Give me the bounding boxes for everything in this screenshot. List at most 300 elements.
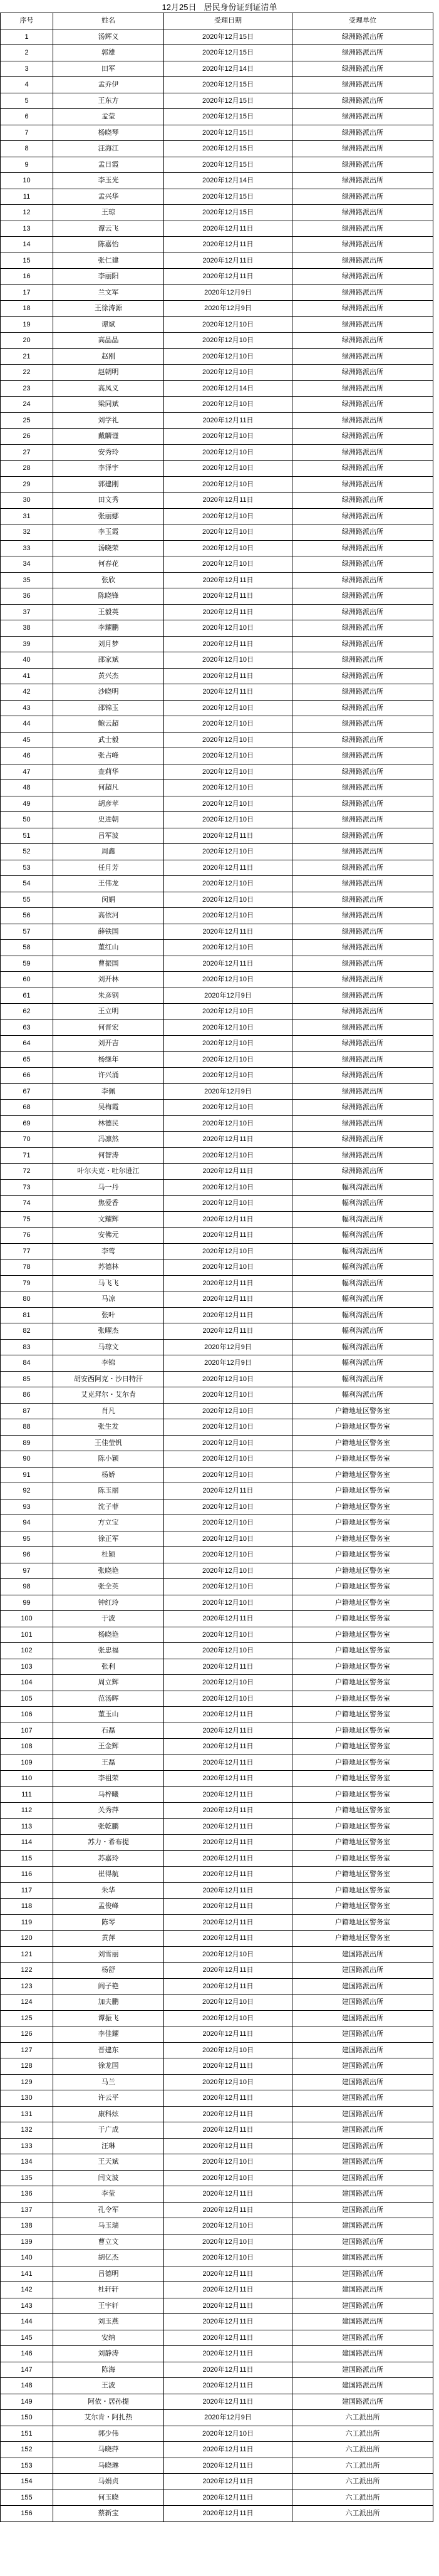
cell-date: 2020年12月9日 [164, 301, 292, 317]
cell-unit: 幅利沟派出所 [292, 1211, 433, 1228]
cell-name: 张占峰 [53, 748, 164, 764]
cell-date: 2020年12月10日 [164, 1946, 292, 1963]
cell-unit: 绿洲路派出所 [292, 333, 433, 349]
cell-number: 77 [1, 1243, 53, 1259]
table-row [1, 1515, 433, 1531]
cell-number: 65 [1, 1051, 53, 1068]
table-row [1, 2170, 433, 2186]
cell-number: 10 [1, 173, 53, 189]
cell-date: 2020年12月10日 [164, 540, 292, 556]
cell-unit: 户籍地址区警务室 [292, 1467, 433, 1483]
cell-number: 68 [1, 1100, 53, 1116]
cell-unit: 建国路派出所 [292, 2330, 433, 2346]
table-row [1, 125, 433, 141]
cell-date: 2020年12月11日 [164, 2026, 292, 2043]
table-row [1, 2506, 433, 2522]
table-row [1, 1739, 433, 1755]
cell-date: 2020年12月10日 [164, 1243, 292, 1259]
cell-number: 26 [1, 429, 53, 445]
cell-number: 155 [1, 2490, 53, 2506]
cell-unit: 绿洲路派出所 [292, 940, 433, 956]
cell-name: 黄兴杰 [53, 668, 164, 684]
cell-number: 141 [1, 2266, 53, 2282]
cell-unit: 户籍地址区警务室 [292, 1803, 433, 1819]
table-row [1, 1323, 433, 1340]
cell-date: 2020年12月11日 [164, 1483, 292, 1499]
cell-name: 苏德林 [53, 1259, 164, 1276]
table-body [1, 29, 433, 2521]
cell-number: 96 [1, 1547, 53, 1563]
cell-number: 102 [1, 1643, 53, 1659]
cell-name: 沈子菲 [53, 1499, 164, 1515]
cell-unit: 建国路派出所 [292, 1978, 433, 1995]
table-row [1, 1931, 433, 1947]
table-row [1, 1786, 433, 1803]
cell-unit: 建国路派出所 [292, 2186, 433, 2203]
cell-date: 2020年12月15日 [164, 189, 292, 205]
cell-name: 闵娟 [53, 892, 164, 908]
cell-number: 128 [1, 2058, 53, 2075]
cell-date: 2020年12月10日 [164, 365, 292, 381]
cell-name: 石磊 [53, 1723, 164, 1739]
header-date: 受理日期 [164, 13, 292, 29]
cell-name: 邵锦玉 [53, 700, 164, 716]
cell-unit: 户籍地址区警务室 [292, 1643, 433, 1659]
cell-date: 2020年12月11日 [164, 253, 292, 269]
table-row [1, 2410, 433, 2426]
cell-date: 2020年12月10日 [164, 1387, 292, 1404]
cell-date: 2020年12月11日 [164, 493, 292, 509]
cell-date: 2020年12月11日 [164, 860, 292, 876]
table-row [1, 2218, 433, 2234]
cell-name: 何春花 [53, 556, 164, 573]
table-row [1, 2266, 433, 2282]
table-row [1, 1850, 433, 1867]
cell-number: 86 [1, 1387, 53, 1404]
cell-number: 109 [1, 1755, 53, 1771]
table-row [1, 780, 433, 796]
title-text: 居民身份证到证清单 [204, 2, 277, 12]
cell-number: 114 [1, 1835, 53, 1851]
cell-unit: 绿洲路派出所 [292, 892, 433, 908]
table-row [1, 1243, 433, 1259]
cell-date: 2020年12月9日 [164, 1355, 292, 1372]
cell-date: 2020年12月10日 [164, 780, 292, 796]
cell-name: 黄萍 [53, 1931, 164, 1947]
cell-date: 2020年12月10日 [164, 1435, 292, 1451]
table-row [1, 333, 433, 349]
table-row [1, 2074, 433, 2090]
cell-unit: 绿洲路派出所 [292, 1019, 433, 1036]
cell-number: 119 [1, 1914, 53, 1931]
cell-name: 李莹 [53, 2186, 164, 2203]
cell-date: 2020年12月10日 [164, 940, 292, 956]
table-row [1, 1355, 433, 1372]
cell-unit: 户籍地址区警务室 [292, 1882, 433, 1899]
cell-date: 2020年12月10日 [164, 1147, 292, 1164]
cell-name: 孟兴华 [53, 189, 164, 205]
cell-number: 89 [1, 1435, 53, 1451]
cell-unit: 户籍地址区警务室 [292, 1403, 433, 1419]
cell-number: 130 [1, 2090, 53, 2107]
cell-unit: 建国路派出所 [292, 2122, 433, 2139]
cell-number: 140 [1, 2250, 53, 2266]
cell-unit: 绿洲路派出所 [292, 556, 433, 573]
cell-unit: 建国路派出所 [292, 2362, 433, 2378]
cell-date: 2020年12月11日 [164, 2138, 292, 2154]
table-row [1, 1755, 433, 1771]
cell-name: 张生发 [53, 1419, 164, 1436]
cell-name: 林德民 [53, 1115, 164, 1132]
cell-number: 46 [1, 748, 53, 764]
cell-date: 2020年12月11日 [164, 1835, 292, 1851]
cell-date: 2020年12月11日 [164, 1723, 292, 1739]
cell-number: 45 [1, 732, 53, 748]
cell-date: 2020年12月10日 [164, 1403, 292, 1419]
cell-number: 80 [1, 1291, 53, 1308]
cell-date: 2020年12月11日 [164, 604, 292, 620]
table-row [1, 77, 433, 93]
table-row [1, 2090, 433, 2107]
cell-date: 2020年12月11日 [164, 1850, 292, 1867]
cell-name: 王宇轩 [53, 2298, 164, 2314]
cell-name: 吴梅霞 [53, 1100, 164, 1116]
cell-number: 16 [1, 269, 53, 285]
table-row [1, 540, 433, 556]
cell-unit: 绿洲路派出所 [292, 540, 433, 556]
cell-name: 兰文军 [53, 284, 164, 301]
cell-number: 71 [1, 1147, 53, 1164]
table-row [1, 221, 433, 237]
cell-number: 132 [1, 2122, 53, 2139]
cell-name: 范汤晖 [53, 1691, 164, 1707]
table-row [1, 2138, 433, 2154]
cell-name: 李耀鹏 [53, 620, 164, 637]
cell-name: 何玉晓 [53, 2490, 164, 2506]
cell-unit: 建国路派出所 [292, 2010, 433, 2026]
table-row [1, 2202, 433, 2218]
cell-date: 2020年12月10日 [164, 397, 292, 413]
cell-unit: 绿洲路派出所 [292, 157, 433, 173]
cell-date: 2020年12月9日 [164, 1339, 292, 1355]
table-row [1, 1771, 433, 1787]
cell-unit: 绿洲路派出所 [292, 205, 433, 221]
table-row [1, 2426, 433, 2442]
table-row [1, 45, 433, 61]
cell-date: 2020年12月11日 [164, 2442, 292, 2458]
cell-number: 62 [1, 1004, 53, 1020]
cell-name: 谭斌 [53, 316, 164, 333]
cell-unit: 绿洲路派出所 [292, 93, 433, 109]
cell-date: 2020年12月10日 [164, 1036, 292, 1052]
cell-unit: 户籍地址区警务室 [292, 1899, 433, 1915]
table-row [1, 1132, 433, 1148]
table-row [1, 1611, 433, 1627]
cell-number: 116 [1, 1867, 53, 1883]
cell-unit: 绿洲路派出所 [292, 301, 433, 317]
cell-name: 马晓琳 [53, 2458, 164, 2474]
cell-number: 150 [1, 2410, 53, 2426]
table-row [1, 1228, 433, 1244]
cell-number: 92 [1, 1483, 53, 1499]
table-row [1, 141, 433, 157]
cell-date: 2020年12月15日 [164, 29, 292, 45]
cell-name: 汪海江 [53, 141, 164, 157]
cell-number: 149 [1, 2394, 53, 2410]
cell-name: 张乾鹏 [53, 1818, 164, 1835]
cell-number: 1 [1, 29, 53, 45]
cell-name: 周鑫 [53, 844, 164, 860]
table-row [1, 732, 433, 748]
table-row [1, 1547, 433, 1563]
cell-name: 高凤义 [53, 380, 164, 397]
cell-name: 吕军波 [53, 828, 164, 844]
cell-date: 2020年12月10日 [164, 876, 292, 892]
cell-unit: 建国路派出所 [292, 2154, 433, 2171]
cell-unit: 绿洲路派出所 [292, 700, 433, 716]
cell-unit: 绿洲路派出所 [292, 956, 433, 972]
cell-unit: 绿洲路派出所 [292, 748, 433, 764]
table-row [1, 1563, 433, 1579]
cell-number: 98 [1, 1579, 53, 1595]
cell-unit: 户籍地址区警务室 [292, 1867, 433, 1883]
cell-date: 2020年12月14日 [164, 61, 292, 77]
cell-name: 王天斌 [53, 2154, 164, 2171]
cell-date: 2020年12月11日 [164, 2378, 292, 2394]
table-row [1, 29, 433, 45]
cell-unit: 绿洲路派出所 [292, 572, 433, 588]
cell-name: 陈小颖 [53, 1451, 164, 1468]
cell-name: 张叶 [53, 1307, 164, 1323]
cell-unit: 绿洲路派出所 [292, 668, 433, 684]
cell-name: 史进朝 [53, 812, 164, 828]
table-row [1, 1978, 433, 1995]
cell-name: 刘学礼 [53, 412, 164, 429]
cell-name: 刘开吉 [53, 1036, 164, 1052]
table-row [1, 1467, 433, 1483]
cell-date: 2020年12月10日 [164, 1371, 292, 1387]
cell-number: 33 [1, 540, 53, 556]
header-number: 序号 [1, 13, 53, 29]
cell-unit: 六工派出所 [292, 2410, 433, 2426]
cell-unit: 幅利沟派出所 [292, 1307, 433, 1323]
table-row [1, 2282, 433, 2298]
cell-date: 2020年12月9日 [164, 284, 292, 301]
cell-date: 2020年12月10日 [164, 1196, 292, 1212]
cell-date: 2020年12月10日 [164, 652, 292, 669]
cell-number: 54 [1, 876, 53, 892]
cell-number: 47 [1, 764, 53, 780]
cell-unit: 绿洲路派出所 [292, 284, 433, 301]
cell-unit: 户籍地址区警务室 [292, 1931, 433, 1947]
table-row [1, 588, 433, 605]
cell-date: 2020年12月10日 [164, 2426, 292, 2442]
cell-date: 2020年12月10日 [164, 1675, 292, 1691]
cell-unit: 户籍地址区警务室 [292, 1435, 433, 1451]
table-row [1, 476, 433, 493]
cell-number: 106 [1, 1707, 53, 1723]
cell-date: 2020年12月10日 [164, 2234, 292, 2250]
table-row [1, 1275, 433, 1291]
cell-unit: 建国路派出所 [292, 2346, 433, 2362]
table-row [1, 572, 433, 588]
cell-number: 49 [1, 796, 53, 812]
cell-unit: 建国路派出所 [292, 2378, 433, 2394]
cell-number: 39 [1, 636, 53, 652]
cell-date: 2020年12月10日 [164, 2170, 292, 2186]
cell-name: 苏嘉玲 [53, 1850, 164, 1867]
cell-date: 2020年12月10日 [164, 524, 292, 541]
cell-name: 徐龙国 [53, 2058, 164, 2075]
cell-date: 2020年12月10日 [164, 812, 292, 828]
cell-date: 2020年12月11日 [164, 2506, 292, 2522]
table-row [1, 1147, 433, 1164]
cell-unit: 幅利沟派出所 [292, 1323, 433, 1340]
cell-name: 徐正军 [53, 1531, 164, 1547]
cell-date: 2020年12月11日 [164, 1882, 292, 1899]
cell-number: 63 [1, 1019, 53, 1036]
cell-name: 方立宝 [53, 1515, 164, 1531]
cell-number: 95 [1, 1531, 53, 1547]
cell-date: 2020年12月10日 [164, 716, 292, 733]
cell-date: 2020年12月10日 [164, 796, 292, 812]
cell-number: 8 [1, 141, 53, 157]
table-row [1, 940, 433, 956]
cell-date: 2020年12月11日 [164, 1739, 292, 1755]
cell-name: 王波 [53, 2378, 164, 2394]
cell-name: 马凉 [53, 1291, 164, 1308]
cell-name: 张利 [53, 1659, 164, 1675]
cell-name: 武士毅 [53, 732, 164, 748]
cell-name: 鲍云超 [53, 716, 164, 733]
cell-number: 5 [1, 93, 53, 109]
cell-unit: 户籍地址区警务室 [292, 1515, 433, 1531]
cell-number: 20 [1, 333, 53, 349]
cell-number: 51 [1, 828, 53, 844]
cell-name: 王立明 [53, 1004, 164, 1020]
table-row [1, 1675, 433, 1691]
cell-unit: 户籍地址区警务室 [292, 1451, 433, 1468]
table-row [1, 604, 433, 620]
table-row [1, 1803, 433, 1819]
cell-number: 74 [1, 1196, 53, 1212]
cell-date: 2020年12月11日 [164, 1707, 292, 1723]
cell-unit: 建国路派出所 [292, 2138, 433, 2154]
cell-number: 73 [1, 1179, 53, 1196]
cell-date: 2020年12月15日 [164, 93, 292, 109]
cell-name: 杜轩轩 [53, 2282, 164, 2298]
cell-date: 2020年12月11日 [164, 2202, 292, 2218]
cell-date: 2020年12月10日 [164, 1563, 292, 1579]
cell-unit: 绿洲路派出所 [292, 508, 433, 524]
cell-number: 97 [1, 1563, 53, 1579]
table-row [1, 444, 433, 461]
cell-number: 15 [1, 253, 53, 269]
cell-unit: 户籍地址区警务室 [292, 1755, 433, 1771]
cell-date: 2020年12月11日 [164, 956, 292, 972]
table-row [1, 2490, 433, 2506]
cell-date: 2020年12月9日 [164, 1083, 292, 1100]
table-row [1, 205, 433, 221]
cell-date: 2020年12月11日 [164, 1771, 292, 1787]
cell-date: 2020年12月11日 [164, 1323, 292, 1340]
cell-name: 孟俊峰 [53, 1899, 164, 1915]
table-row [1, 860, 433, 876]
cell-number: 56 [1, 908, 53, 924]
cell-unit: 建国路派出所 [292, 2058, 433, 2075]
table-row [1, 1291, 433, 1308]
cell-date: 2020年12月11日 [164, 588, 292, 605]
cell-date: 2020年12月14日 [164, 380, 292, 397]
cell-number: 82 [1, 1323, 53, 1340]
cell-date: 2020年12月10日 [164, 1419, 292, 1436]
cell-unit: 幅利沟派出所 [292, 1243, 433, 1259]
cell-unit: 绿洲路派出所 [292, 493, 433, 509]
table-row [1, 1723, 433, 1739]
cell-date: 2020年12月10日 [164, 348, 292, 365]
cell-date: 2020年12月11日 [164, 1164, 292, 1180]
cell-number: 59 [1, 956, 53, 972]
cell-date: 2020年12月10日 [164, 700, 292, 716]
cell-name: 刘月梦 [53, 636, 164, 652]
table-row [1, 1019, 433, 1036]
cell-unit: 绿洲路派出所 [292, 972, 433, 988]
cell-number: 29 [1, 476, 53, 493]
table-row [1, 684, 433, 701]
cell-date: 2020年12月11日 [164, 1659, 292, 1675]
cell-number: 34 [1, 556, 53, 573]
table-row [1, 2250, 433, 2266]
cell-number: 138 [1, 2218, 53, 2234]
cell-name: 赵刚 [53, 348, 164, 365]
cell-date: 2020年12月11日 [164, 572, 292, 588]
cell-unit: 绿洲路派出所 [292, 812, 433, 828]
cell-number: 107 [1, 1723, 53, 1739]
cell-name: 王毅英 [53, 604, 164, 620]
cell-date: 2020年12月10日 [164, 1531, 292, 1547]
cell-number: 131 [1, 2106, 53, 2122]
cell-unit: 建国路派出所 [292, 2250, 433, 2266]
cell-number: 88 [1, 1419, 53, 1436]
cell-name: 张忠福 [53, 1643, 164, 1659]
cell-number: 137 [1, 2202, 53, 2218]
cell-date: 2020年12月10日 [164, 1068, 292, 1084]
cell-date: 2020年12月11日 [164, 1132, 292, 1148]
cell-unit: 绿洲路派出所 [292, 1100, 433, 1116]
table-row [1, 1083, 433, 1100]
cell-unit: 幅利沟派出所 [292, 1339, 433, 1355]
cell-date: 2020年12月10日 [164, 1051, 292, 1068]
cell-date: 2020年12月11日 [164, 2394, 292, 2410]
cell-date: 2020年12月10日 [164, 1467, 292, 1483]
cell-date: 2020年12月10日 [164, 2154, 292, 2171]
cell-number: 75 [1, 1211, 53, 1228]
cell-number: 79 [1, 1275, 53, 1291]
cell-date: 2020年12月11日 [164, 1786, 292, 1803]
cell-date: 2020年12月11日 [164, 2266, 292, 2282]
cell-number: 78 [1, 1259, 53, 1276]
cell-name: 孔令军 [53, 2202, 164, 2218]
cell-date: 2020年12月11日 [164, 221, 292, 237]
cell-number: 6 [1, 109, 53, 125]
cell-unit: 建国路派出所 [292, 2042, 433, 2058]
cell-name: 王金辉 [53, 1739, 164, 1755]
cell-number: 42 [1, 684, 53, 701]
cell-unit: 绿洲路派出所 [292, 348, 433, 365]
table-row [1, 2458, 433, 2474]
table-row [1, 972, 433, 988]
cell-date: 2020年12月10日 [164, 1004, 292, 1020]
